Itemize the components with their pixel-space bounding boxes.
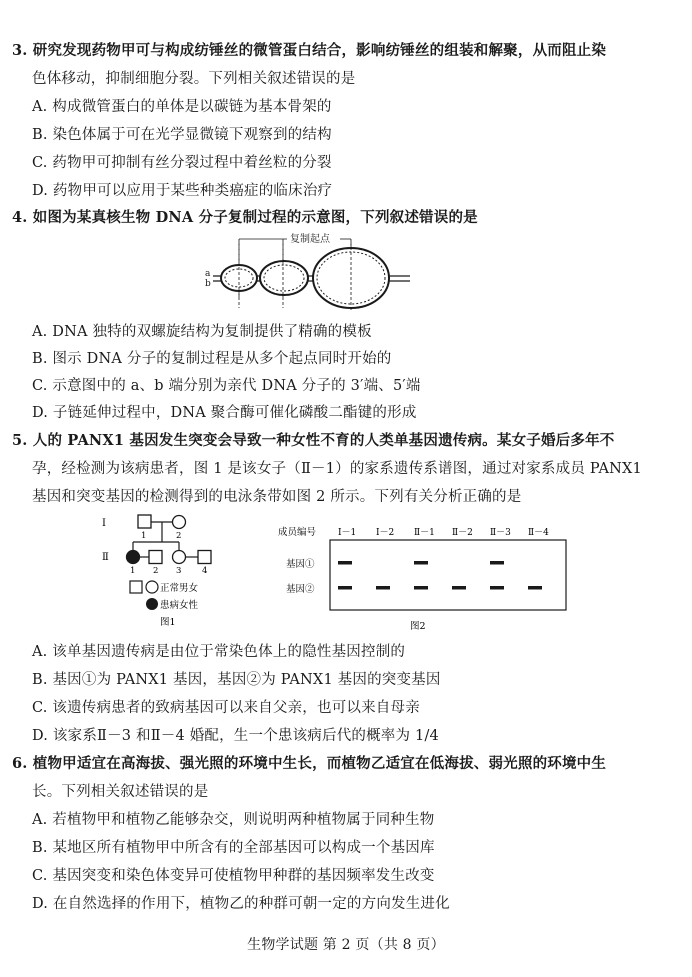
fig2-caption: 图2 — [410, 621, 426, 632]
gene2-band — [414, 586, 428, 590]
q5-option-b: B. 基因①为 PANX1 基因，基因②为 PANX1 基因的突变基因 — [32, 672, 441, 688]
gene1-band — [338, 561, 352, 565]
strand-b-label: b — [205, 279, 211, 289]
generation-1-label: Ⅰ — [102, 518, 106, 529]
svg-text:2: 2 — [153, 566, 159, 576]
fig1-caption: 图1 — [160, 617, 176, 628]
q3-stem-line2: 色体移动，抑制细胞分裂。下列相关叙述错误的是 — [32, 71, 356, 87]
q3-option-a: A. 构成微管蛋白的单体是以碳链为基本骨架的 — [32, 99, 332, 115]
gel-frame — [330, 540, 566, 610]
strand-a-label: a — [205, 269, 211, 279]
pedigree-male-II-2 — [149, 551, 162, 564]
q5-option-c: C. 该遗传病患者的致病基因可以来自父亲，也可以来自母亲 — [32, 700, 420, 716]
member-label: Ⅱ－1 — [414, 528, 435, 538]
gene2-label: 基因② — [286, 584, 315, 595]
q5-stem-line3: 基因和突变基因的检测得到的电泳条带如图 2 所示。下列有关分析正确的是 — [32, 489, 522, 505]
q6-option-c: C. 基因突变和染色体变异可使植物甲种群的基因频率发生改变 — [32, 868, 435, 884]
svg-text:1: 1 — [130, 566, 136, 576]
pedigree-affected-female-II-1 — [127, 551, 140, 564]
gene1-band — [490, 561, 504, 565]
legend-affected-label: 患病女性 — [160, 600, 199, 611]
gene2-band — [376, 586, 390, 590]
q6-option-b: B. 某地区所有植物甲中所含有的全部基因可以构成一个基因库 — [32, 840, 435, 856]
svg-text:1: 1 — [141, 531, 147, 541]
pedigree-male-II-4 — [198, 551, 211, 564]
member-header-label: 成员编号 — [278, 527, 317, 538]
member-label: Ⅰ－2 — [376, 528, 395, 538]
gene1-label: 基因① — [286, 559, 315, 570]
gene2-band — [490, 586, 504, 590]
q6-stem-line1: 6. 植物甲适宜在高海拔、强光照的环境中生长，而植物乙适宜在低海拔、弱光照的环境中生 — [12, 755, 607, 772]
q5-option-a: A. 该单基因遗传病是由位于常染色体上的隐性基因控制的 — [32, 644, 406, 660]
pedigree-female-I-2 — [173, 516, 186, 529]
member-label: Ⅱ－2 — [452, 528, 473, 538]
electrophoresis-chart — [268, 522, 568, 634]
svg-text:4: 4 — [202, 566, 208, 576]
generation-2-label: Ⅱ — [102, 552, 109, 563]
member-label: Ⅱ－3 — [490, 528, 511, 538]
member-label: Ⅰ－1 — [338, 528, 357, 538]
svg-text:2: 2 — [176, 531, 182, 541]
q4-option-d: D. 子链延伸过程中，DNA 聚合酶可催化磷酸二酯键的形成 — [32, 405, 417, 421]
q4-option-b: B. 图示 DNA 分子的复制过程是从多个起点同时开始的 — [32, 351, 392, 367]
legend-female-icon — [146, 581, 158, 593]
member-label: Ⅱ－4 — [528, 528, 549, 538]
q3-option-d: D. 药物甲可以应用于某些种类癌症的临床治疗 — [32, 183, 333, 199]
gene2-band — [528, 586, 542, 590]
q3-stem-line1: 3. 研究发现药物甲可与构成纺锤丝的微管蛋白结合，影响纺锤丝的组装和解聚，从而阻止染 — [12, 42, 607, 59]
q5-option-d: D. 该家系Ⅱ－3 和Ⅱ－4 婚配，生一个患该病后代的概率为 1/4 — [32, 728, 439, 744]
q6-option-d: D. 在自然选择的作用下，植物乙的种群可朝一定的方向发生进化 — [32, 896, 450, 912]
q6-option-a: A. 若植物甲和植物乙能够杂交，则说明两种植物属于同种生物 — [32, 812, 435, 828]
q3-option-b: B. 染色体属于可在光学显微镜下观察到的结构 — [32, 127, 332, 143]
page-footer: 生物学试题 第 2 页（共 8 页） — [247, 937, 445, 953]
q4-option-a: A. DNA 独特的双螺旋结构为复制提供了精确的模板 — [32, 324, 372, 340]
q3-option-c: C. 药物甲可抑制有丝分裂过程中着丝粒的分裂 — [32, 155, 332, 171]
gene2-band — [452, 586, 466, 590]
gene1-band — [414, 561, 428, 565]
dna-replication-figure — [205, 228, 415, 313]
legend-normal-label: 正常男女 — [160, 583, 199, 594]
legend-male-icon — [130, 581, 142, 593]
pedigree-figure — [100, 512, 230, 632]
pedigree-female-II-3 — [173, 551, 186, 564]
origin-label: 复制起点 — [290, 234, 330, 245]
pedigree-male-I-1 — [138, 515, 151, 528]
pedigree-chart — [100, 512, 230, 632]
svg-text:3: 3 — [176, 566, 182, 576]
dna-replication-diagram — [205, 228, 415, 313]
q4-option-c: C. 示意图中的 a、b 端分别为亲代 DNA 分子的 3′端、5′端 — [32, 378, 421, 394]
q5-stem-line2: 孕，经检测为该病患者，图 1 是该女子（Ⅱ－1）的家系遗传系谱图，通过对家系成员 PANX1 — [32, 461, 642, 477]
electrophoresis-figure — [268, 522, 568, 634]
q5-stem-line1: 5. 人的 PANX1 基因发生突变会导致一种女性不育的人类单基因遗传病。某女子婚后多年不 — [12, 432, 615, 449]
q4-stem: 4. 如图为某真核生物 DNA 分子复制过程的示意图，下列叙述错误的是 — [12, 209, 478, 226]
gene2-band — [338, 586, 352, 590]
legend-affected-icon — [146, 598, 158, 610]
q6-stem-line2: 长。下列相关叙述错误的是 — [32, 784, 209, 800]
